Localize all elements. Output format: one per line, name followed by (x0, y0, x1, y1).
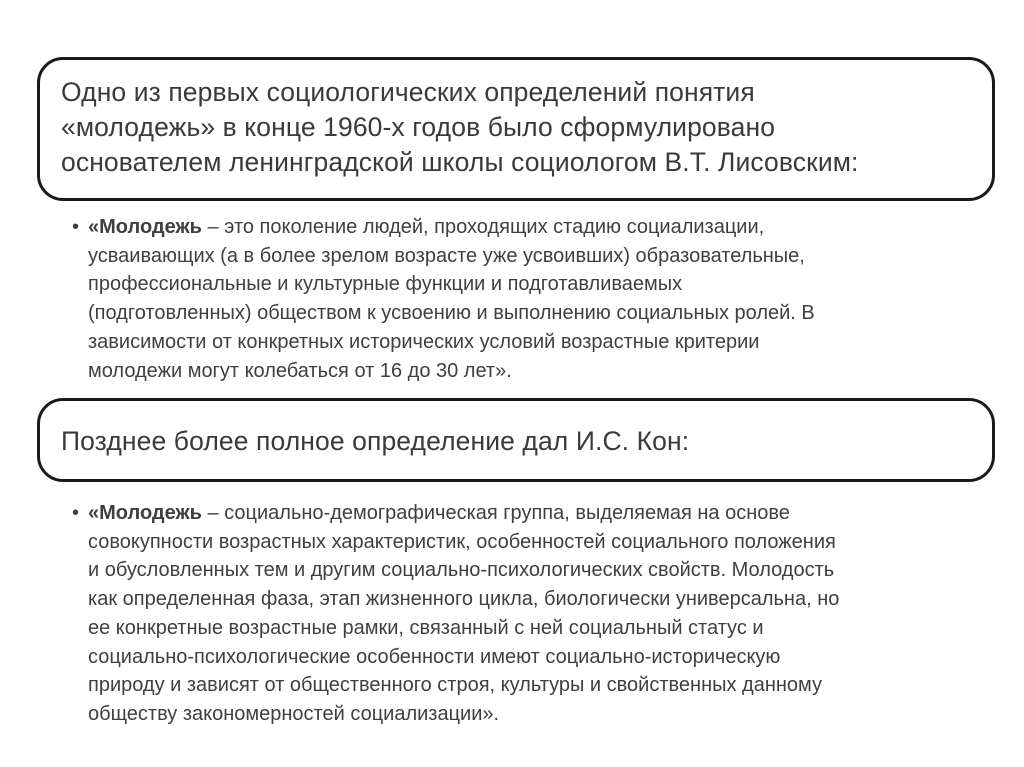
definition-line-1 (88, 213, 815, 242)
definition-line-7: природу и зависят от общественного строя, культуры и свойственных данному (88, 674, 823, 697)
definition-line-1 (88, 499, 839, 528)
intro-line-2: «молодежь» в конце 1960-х годов было сформулировано (61, 112, 776, 142)
definition-term: «Молодежь (88, 502, 202, 524)
intro-box-lisovsky (37, 57, 995, 201)
intro-line-3: основателем ленинградской школы социологом В.Т. Лисовским: (61, 147, 859, 177)
definition-line-4: (подготовленных) обществом к усвоению и выполнению социальных ролей. В (88, 302, 815, 325)
bullet-icon: • (72, 216, 80, 238)
definition-line-1-rest: – социально-демографическая группа, выделяемая на основе (201, 502, 790, 524)
intro-kon-line: Позднее более полное определение дал И.С. Кон: (61, 426, 690, 456)
definition-line-3: и обусловленных тем и другим социально-психологических свойств. Молодость (88, 559, 835, 582)
definition-line-1-rest: – это поколение людей, проходящих стадию социализации, (201, 216, 765, 238)
definition-term: «Молодежь (88, 216, 202, 238)
definition-line-4: как определенная фаза, этап жизненного цикла, биологически универсальна, но (88, 588, 840, 611)
definition-line-3: профессиональные и культурные функции и подготавливаемых (88, 273, 683, 296)
definition-lisovsky (72, 213, 815, 385)
intro-line-1: Одно из первых социологических определений понятия (61, 77, 755, 107)
intro-box-kon (37, 398, 995, 482)
definition-line-6: социально-психологические особенности имеют социально-историческую (88, 645, 781, 668)
definition-line-2: усваивающих (а в более зрелом возрасте уже усвоивших) образовательные, (88, 244, 805, 267)
definition-line-5: зависимости от конкретных исторических условий возрастные критерии (88, 330, 760, 353)
definition-line-6: молодежи могут колебаться от 16 до 30 лет». (88, 359, 512, 382)
definition-kon (72, 499, 840, 729)
definition-line-2: совокупности возрастных характеристик, особенностей социального положения (88, 530, 836, 553)
definition-line-8: обществу закономерностей социализации». (88, 702, 500, 725)
bullet-icon: • (72, 502, 80, 524)
definition-line-5: ее конкретные возрастные рамки, связанный с ней социальный статус и (88, 616, 764, 639)
